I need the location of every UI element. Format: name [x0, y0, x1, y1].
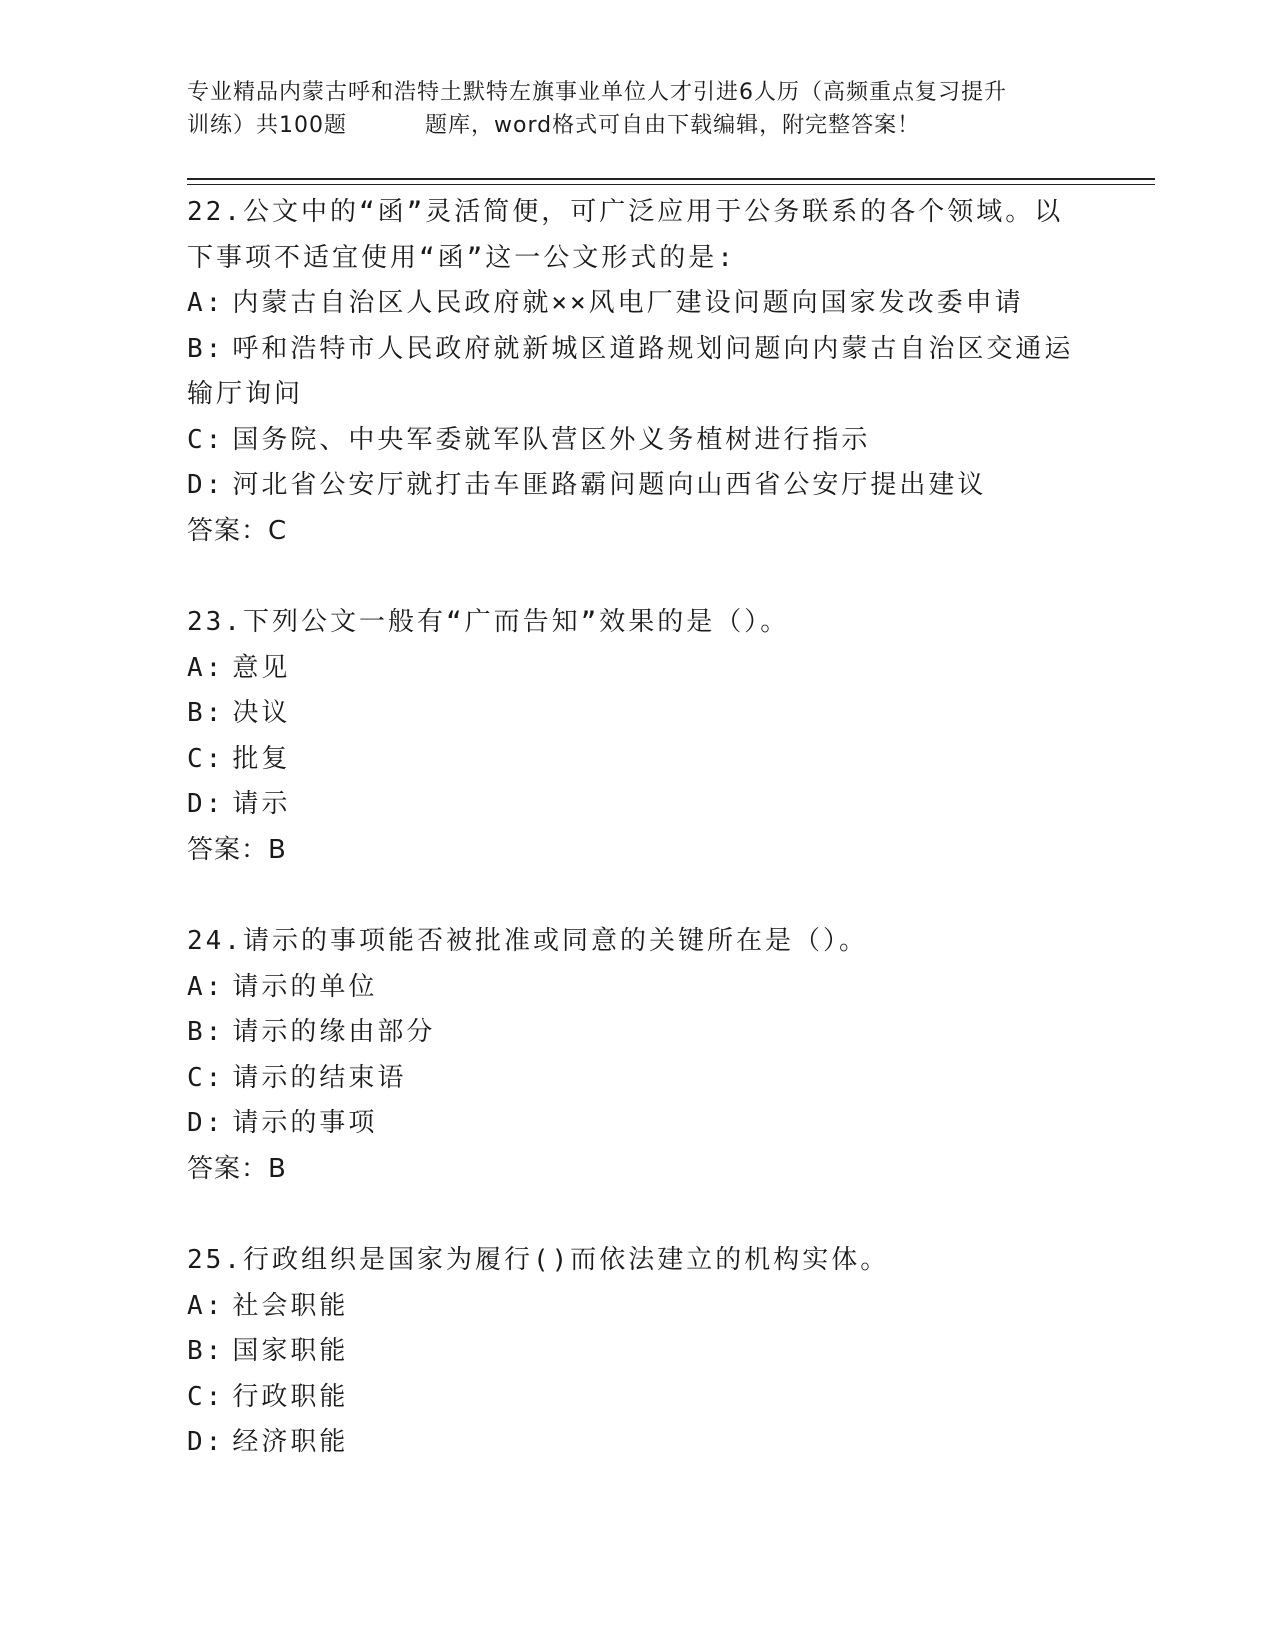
option-label: B: — [187, 1336, 225, 1366]
header-line-2-left: 训练）共100题 — [187, 113, 347, 138]
option-text: 意见 — [232, 652, 291, 683]
option-text: 请示的结束语 — [232, 1062, 407, 1093]
option-c — [187, 1375, 1087, 1421]
option-c — [187, 418, 1087, 464]
option-label: B: — [187, 1017, 225, 1047]
option-text: 请示的单位 — [232, 971, 378, 1002]
option-label: C: — [187, 743, 225, 774]
option-b — [187, 1010, 1087, 1056]
option-d — [187, 463, 1087, 509]
option-label: B: — [187, 333, 225, 364]
answer-line: 答案：B — [187, 834, 287, 865]
option-d — [187, 1101, 1087, 1147]
option-text: 河北省公安厅就打击车匪路霸问题向山西省公安厅提出建议 — [232, 470, 987, 500]
option-d — [187, 1420, 1087, 1466]
option-text: 行政职能 — [232, 1381, 349, 1412]
answer-line: 答案：C — [187, 515, 288, 546]
question-25 — [187, 1238, 1087, 1466]
question-stem: 22.公文中的“函”灵活简便，可广泛应用于公务联系的各个领域。以下事项不适宜使用“函”这一公文形式的是: — [187, 197, 1064, 273]
option-label: D: — [187, 1108, 225, 1138]
option-label: C: — [187, 1381, 225, 1412]
option-c — [187, 1056, 1087, 1102]
option-label: D: — [187, 470, 225, 500]
option-label: C: — [187, 424, 225, 455]
header-line-2-right: 题库，word格式可自由下载编辑，附完整答案！ — [425, 113, 921, 138]
header-divider-thin — [187, 184, 1155, 185]
option-text: 国务院、中央军委就军队营区外义务植树进行指示 — [232, 424, 871, 455]
option-b — [187, 691, 1087, 737]
option-a — [187, 281, 1087, 327]
question-22 — [187, 190, 1087, 554]
option-text: 国家职能 — [232, 1336, 349, 1366]
option-c — [187, 737, 1087, 783]
option-label: B: — [187, 698, 225, 728]
option-label: D: — [187, 1427, 225, 1457]
option-text: 经济职能 — [232, 1427, 349, 1457]
option-text: 呼和浩特市人民政府就新城区道路规划问题向内蒙古自治区交通运输厅询问 — [187, 333, 1074, 409]
header-line-1: 专业精品内蒙古呼和浩特土默特左旗事业单位人才引进6人历（高频重点复习提升 — [187, 80, 1007, 105]
option-text: 内蒙古自治区人民政府就××风电厂建设问题向国家发改委申请 — [232, 288, 1024, 318]
question-stem: 25.行政组织是国家为履行()而依法建立的机构实体。 — [187, 1245, 890, 1275]
header-divider-thick — [187, 178, 1155, 180]
option-d — [187, 782, 1087, 828]
option-a — [187, 1284, 1087, 1330]
question-stem: 24.请示的事项能否被批准或同意的关键所在是（）。 — [187, 926, 868, 956]
header-line-2 — [187, 109, 1087, 142]
option-text: 社会职能 — [232, 1290, 349, 1321]
option-label: D: — [187, 789, 225, 819]
question-24 — [187, 919, 1087, 1192]
question-23 — [187, 600, 1087, 873]
question-stem: 23.下列公文一般有“广而告知”效果的是（）。 — [187, 607, 790, 637]
answer-line: 答案：B — [187, 1153, 287, 1184]
option-b — [187, 1329, 1087, 1375]
option-text: 请示的事项 — [232, 1108, 378, 1138]
option-text: 请示 — [232, 789, 291, 819]
option-b — [187, 327, 1087, 418]
option-text: 批复 — [232, 743, 291, 774]
option-label: A: — [187, 288, 225, 318]
option-label: A: — [187, 1290, 225, 1321]
option-label: A: — [187, 652, 225, 683]
option-label: A: — [187, 971, 225, 1002]
option-text: 请示的缘由部分 — [232, 1017, 436, 1047]
option-a — [187, 646, 1087, 692]
option-text: 决议 — [232, 698, 291, 728]
document-header — [187, 76, 1087, 142]
question-list — [187, 190, 1087, 1512]
option-label: C: — [187, 1062, 225, 1093]
option-a — [187, 965, 1087, 1011]
